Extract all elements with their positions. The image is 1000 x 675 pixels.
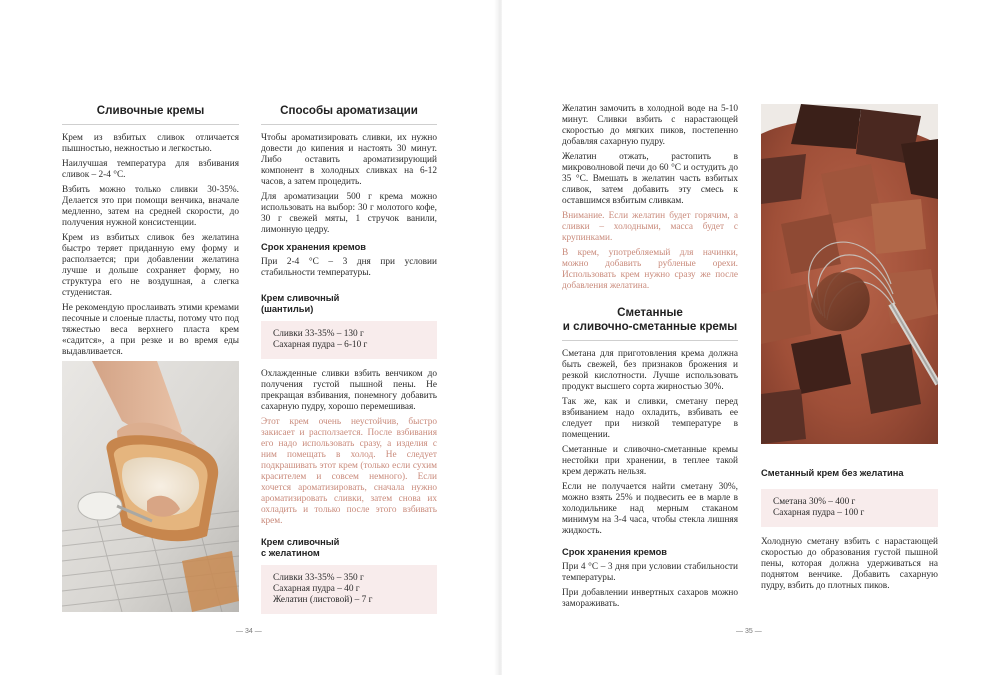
recipe-subtitle: (шантильи) xyxy=(261,304,314,314)
recipe-text: Холодную сметану взбить с нарастающей скоростью до образования густой пышной пены, которая должна удерживаться на поднятом венчике. Добавить сахарную пудру, взбить до плотных пиков. xyxy=(761,537,938,591)
storage-text: При 2-4 °С – 3 дня при условии стабильности температуры. xyxy=(261,257,437,278)
paragraph: Так же, как и сливки, сметану перед взбиванием надо охладить, взбивать ее следует при низкой температуре в помещении. xyxy=(562,397,738,440)
ingredient: Сахарная пудра – 40 г xyxy=(273,584,360,594)
freeze-text: При добавлении инвертных сахаров можно замораживать. xyxy=(562,588,738,609)
paragraph: Не рекомендую прослаивать этими кремами песочные и слоеные пласты, потому что под тяжестью веса верхнего пласта крем «садится», а при резке и во время еды выдавливается. xyxy=(62,303,239,357)
recipe-title: Крем сливочный xyxy=(261,293,340,303)
recipe-title: Сметанный крем без желатина xyxy=(761,468,904,478)
toast-photo-illustration xyxy=(62,361,239,612)
left-page xyxy=(0,0,498,675)
right-page xyxy=(502,0,1000,675)
left-column-1 xyxy=(62,104,239,362)
note: Внимание. Если желатин будет горячим, а сливки – холодными, масса будет с крупинками. xyxy=(562,211,738,243)
toast-with-cream-photo xyxy=(62,361,239,612)
title-divider xyxy=(62,124,239,125)
page-number-left: — 34 — xyxy=(236,628,262,635)
section-title-cream: Сливочные кремы xyxy=(96,104,205,117)
page-number-right: — 35 — xyxy=(736,628,762,635)
paragraph: Крем из взбитых сливок отличается пышностью, нежностью и легкостью. xyxy=(62,133,239,154)
paragraph: Если не получается найти сметану 30%, можно взять 25% и подвесить ее в марле в холодильнике над мерным стаканом минимум на 3-4 часа, чтобы стекла лишняя жидкость. xyxy=(562,482,738,536)
paragraph: Сметанные и сливочно-сметанные кремы нестойки при хранении, в теплее такой крем держать нельзя. xyxy=(562,445,738,477)
paragraph: Чтобы ароматизировать сливки, их нужно довести до кипения и настоять 30 минут. Либо оставить ароматизирующий компонент в холодных сливках на 6-12 часов, а затем процедить. xyxy=(261,133,437,187)
ingredients-box xyxy=(261,565,437,614)
paragraph: Взбить можно только сливки 30-35%. Делается это при помощи венчика, вначале медленно, затем на средней скорости, до получения нужной консистенции. xyxy=(62,185,239,228)
recipe-title: Крем сливочный xyxy=(261,537,340,547)
right-column-1 xyxy=(562,104,738,614)
paragraph: Наилучшая температура для взбивания сливок – 2-4 °С. xyxy=(62,159,239,180)
section-title-sour-cream xyxy=(562,306,738,334)
recipe-note: Этот крем очень неустойчив, быстро закисает и расползается. После взбивания его надо использовать сразу, а изделия с ним помещать в холод. Не следует подкрашивать этот крем (только если сухим красителем и совсем немного). Если хочется ароматизировать, сначала нужно ароматизировать сливки, затем снова их охладить и только после этого взбивать крем. xyxy=(261,417,437,526)
section-title-flavoring: Способы ароматизации xyxy=(280,104,418,117)
paragraph: Желатин отжать, растопить в микроволновой печи до 60 °С и остудить до 35 °С. Вмешать в желатин часть взбитых сливок, затем добавить эту смесь к оставшимся взбитым сливкам. xyxy=(562,152,738,206)
ingredient: Сметана 30% – 400 г xyxy=(773,497,856,507)
ingredients-box xyxy=(261,321,437,359)
storage-title: Срок хранения кремов xyxy=(562,547,667,557)
section-title-line: и сливочно-сметанные кремы xyxy=(562,320,738,333)
ingredient: Желатин (листовой) – 7 г xyxy=(273,595,373,605)
storage-title: Срок хранения кремов xyxy=(261,242,366,252)
ingredient: Сахарная пудра – 6-10 г xyxy=(273,340,368,350)
paragraph: Желатин замочить в холодной воде на 5-10 минут. Сливки взбить с нарастающей скоростью до мягких пиков, постепенно добавляя сахарную пудру. xyxy=(562,104,738,147)
paragraph: Для ароматизации 500 г крема можно использовать на выбор: 30 г молотого кофе, 30 г свежей мяты, 1 стручок ванили, лимонную цедру. xyxy=(261,192,437,235)
right-column-2 xyxy=(761,462,938,596)
left-column-2 xyxy=(261,104,437,624)
note: В крем, употребляемый для начинки, можно добавить рубленые орехи. Использовать крем нужно сразу же после добавления желатина. xyxy=(562,248,738,291)
section-title-line: Сметанные xyxy=(617,306,683,319)
title-divider xyxy=(562,340,738,341)
title-divider xyxy=(261,124,437,125)
page-number: 34 xyxy=(244,628,253,635)
storage-text: При 4 °С – 3 дня при условии стабильности температуры. xyxy=(562,562,738,583)
recipe-subtitle: с желатином xyxy=(261,548,320,558)
ingredients-box xyxy=(761,489,938,527)
paragraph: Крем из взбитых сливок без желатина быстро теряет приданную ему форму и расползается; при добавлении желатина лучше и дольше сохраняет форму, но структура его не воздушная, а слегка студенистая. xyxy=(62,233,239,298)
ingredient: Сливки 33-35% – 130 г xyxy=(273,329,364,339)
page-number: 35 xyxy=(744,628,753,635)
chocolate-photo-illustration xyxy=(761,104,938,444)
ingredient: Сливки 33-35% – 350 г xyxy=(273,573,364,583)
ingredient: Сахарная пудра – 100 г xyxy=(773,508,865,518)
paragraph: Сметана для приготовления крема должна быть свежей, без признаков брожения и резкой кислотности. Лучше использовать продукт высшего сорта жирностью 30%. xyxy=(562,349,738,392)
recipe-text: Охлажденные сливки взбить венчиком до получения густой пышной пены. Не прекращая взбивания, понемногу добавить сахарную пудру, хорошо перемешивая. xyxy=(261,369,437,412)
chocolate-and-whisk-photo xyxy=(761,104,938,444)
